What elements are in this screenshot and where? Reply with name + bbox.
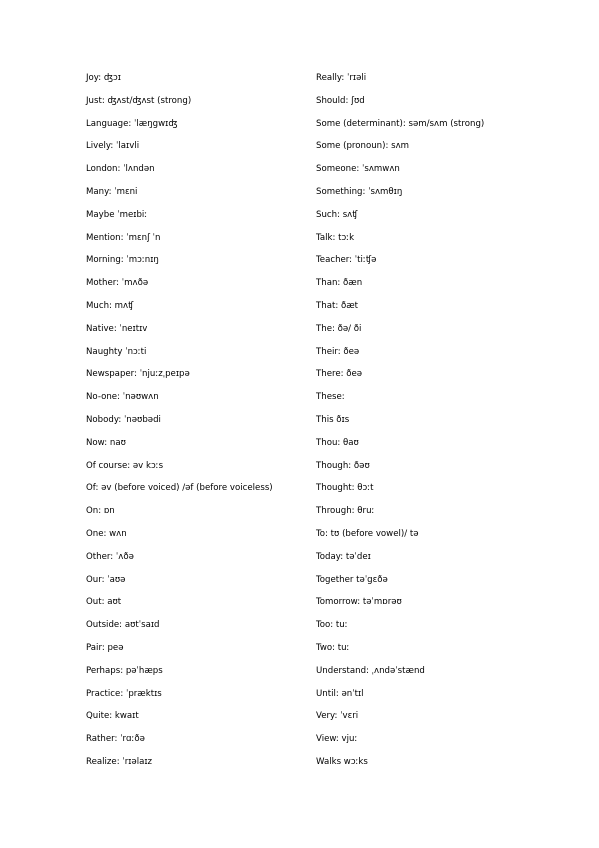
word-pronunciation-entry: No-one: ˈnəʊwʌn [86, 392, 159, 403]
word-pronunciation-entry: Quite: kwaɪt [86, 711, 139, 722]
word-pronunciation-entry: Outside: aʊtˈsaɪd [86, 620, 160, 631]
word-pronunciation-entry: Other: ˈʌðə [86, 551, 134, 562]
word-pronunciation-entry: Though: ðəʊ [316, 460, 370, 471]
word-pronunciation-entry: There: ðeə [316, 369, 363, 380]
word-pronunciation-entry: Lively: ˈlaɪvli [86, 141, 140, 152]
word-pronunciation-entry: Just: ʤʌst/ʤʌst (strong) [86, 95, 192, 106]
word-pronunciation-entry: This ðɪs [316, 414, 350, 425]
word-pronunciation-entry: Mention: ˈmɛnʃ ˈn [86, 232, 161, 243]
word-pronunciation-entry: Really: ˈrɪəli [316, 73, 367, 83]
word-pronunciation-entry: Understand: ˌʌndəˈstænd [316, 665, 425, 676]
word-pronunciation-entry: Maybe ˈmeɪbiː [86, 209, 148, 220]
word-pronunciation-entry: Our: ˈaʊə [86, 574, 126, 585]
word-pronunciation-entry: Language: ˈlæŋgwɪʤ [86, 118, 178, 129]
word-pronunciation-entry: Should: ʃʊd [316, 95, 365, 106]
right-word-column [316, 71, 556, 778]
word-pronunciation-entry: One: wʌn [86, 528, 127, 539]
word-pronunciation-entry: Someone: ˈsʌmwʌn [316, 164, 400, 175]
word-pronunciation-entry: Mother: ˈmʌðə [86, 278, 149, 289]
word-pronunciation-entry: Practice: ˈpræktɪs [86, 688, 162, 699]
word-pronunciation-entry: Much: mʌʧ [86, 300, 134, 311]
word-pronunciation-entry: Some (pronoun): sʌm [316, 141, 410, 152]
word-pronunciation-entry: Of course: əv kɔːs [86, 460, 164, 471]
word-pronunciation-entry: Out: aʊt [86, 597, 122, 608]
word-pronunciation-entry: Many: ˈmɛni [86, 186, 138, 197]
word-pronunciation-entry: On: ɒn [86, 506, 115, 517]
word-pronunciation-entry: Walks wɔːks [316, 756, 368, 767]
word-pronunciation-entry: Naughty ˈnɔːti [86, 346, 147, 357]
word-pronunciation-entry: Something: ˈsʌmθɪŋ [316, 186, 403, 197]
word-pronunciation-entry: Their: ðeə [316, 346, 360, 357]
word-pronunciation-entry: Teacher: ˈtiːʧə [316, 255, 377, 266]
word-pronunciation-entry: The: ðə/ ði [316, 323, 362, 334]
word-pronunciation-entry: Today: təˈdeɪ [316, 551, 371, 562]
left-word-column [86, 71, 306, 778]
word-pronunciation-entry: London: ˈlʌndən [86, 164, 155, 175]
word-pronunciation-entry: Some (determinant): səm/sʌm (strong) [316, 118, 485, 129]
word-pronunciation-entry: Pair: peə [86, 642, 124, 653]
word-pronunciation-entry: To: tʊ (before vowel)/ tə [316, 528, 419, 539]
word-pronunciation-entry: Realize: ˈrɪəlaɪz [86, 756, 153, 767]
word-pronunciation-entry: Together təˈgɛðə [316, 574, 388, 585]
word-pronunciation-entry: Through: θruː [316, 506, 375, 517]
word-pronunciation-entry: View: vjuː [316, 734, 358, 745]
word-pronunciation-entry: Tomorrow: təˈmɒrəʊ [316, 597, 402, 608]
word-pronunciation-entry: Very: ˈvɛri [316, 711, 359, 722]
word-pronunciation-entry: Of: əv (before voiced) /əf (before voiceless) [86, 483, 273, 494]
word-pronunciation-entry: Talk: tɔːk [316, 232, 355, 243]
word-pronunciation-entry: Rather: ˈrɑːðə [86, 734, 145, 745]
word-pronunciation-entry: That: ðæt [316, 300, 359, 311]
word-pronunciation-entry: Nobody: ˈnəʊbədi [86, 414, 161, 425]
word-pronunciation-entry: Morning: ˈmɔːnɪŋ [86, 255, 159, 266]
word-pronunciation-entry: Such: sʌʧ [316, 209, 358, 220]
word-pronunciation-entry: These: [316, 392, 345, 403]
word-pronunciation-entry: Thought: θɔːt [316, 483, 374, 494]
word-pronunciation-entry: Newspaper: ˈnjuːzˌpeɪpə [86, 369, 190, 380]
word-pronunciation-entry: Too: tuː [316, 620, 348, 631]
word-pronunciation-entry: Than: ðæn [316, 278, 363, 289]
word-pronunciation-entry: Joy: ʤɔɪ [86, 73, 121, 83]
word-pronunciation-entry: Perhaps: pəˈhæps [86, 665, 163, 676]
word-pronunciation-entry: Thou: θaʊ [316, 437, 359, 448]
word-pronunciation-entry: Now: naʊ [86, 437, 126, 448]
word-pronunciation-entry: Until: ənˈtɪl [316, 688, 364, 699]
word-pronunciation-entry: Native: ˈneɪtɪv [86, 323, 148, 334]
word-pronunciation-entry: Two: tuː [316, 642, 350, 653]
